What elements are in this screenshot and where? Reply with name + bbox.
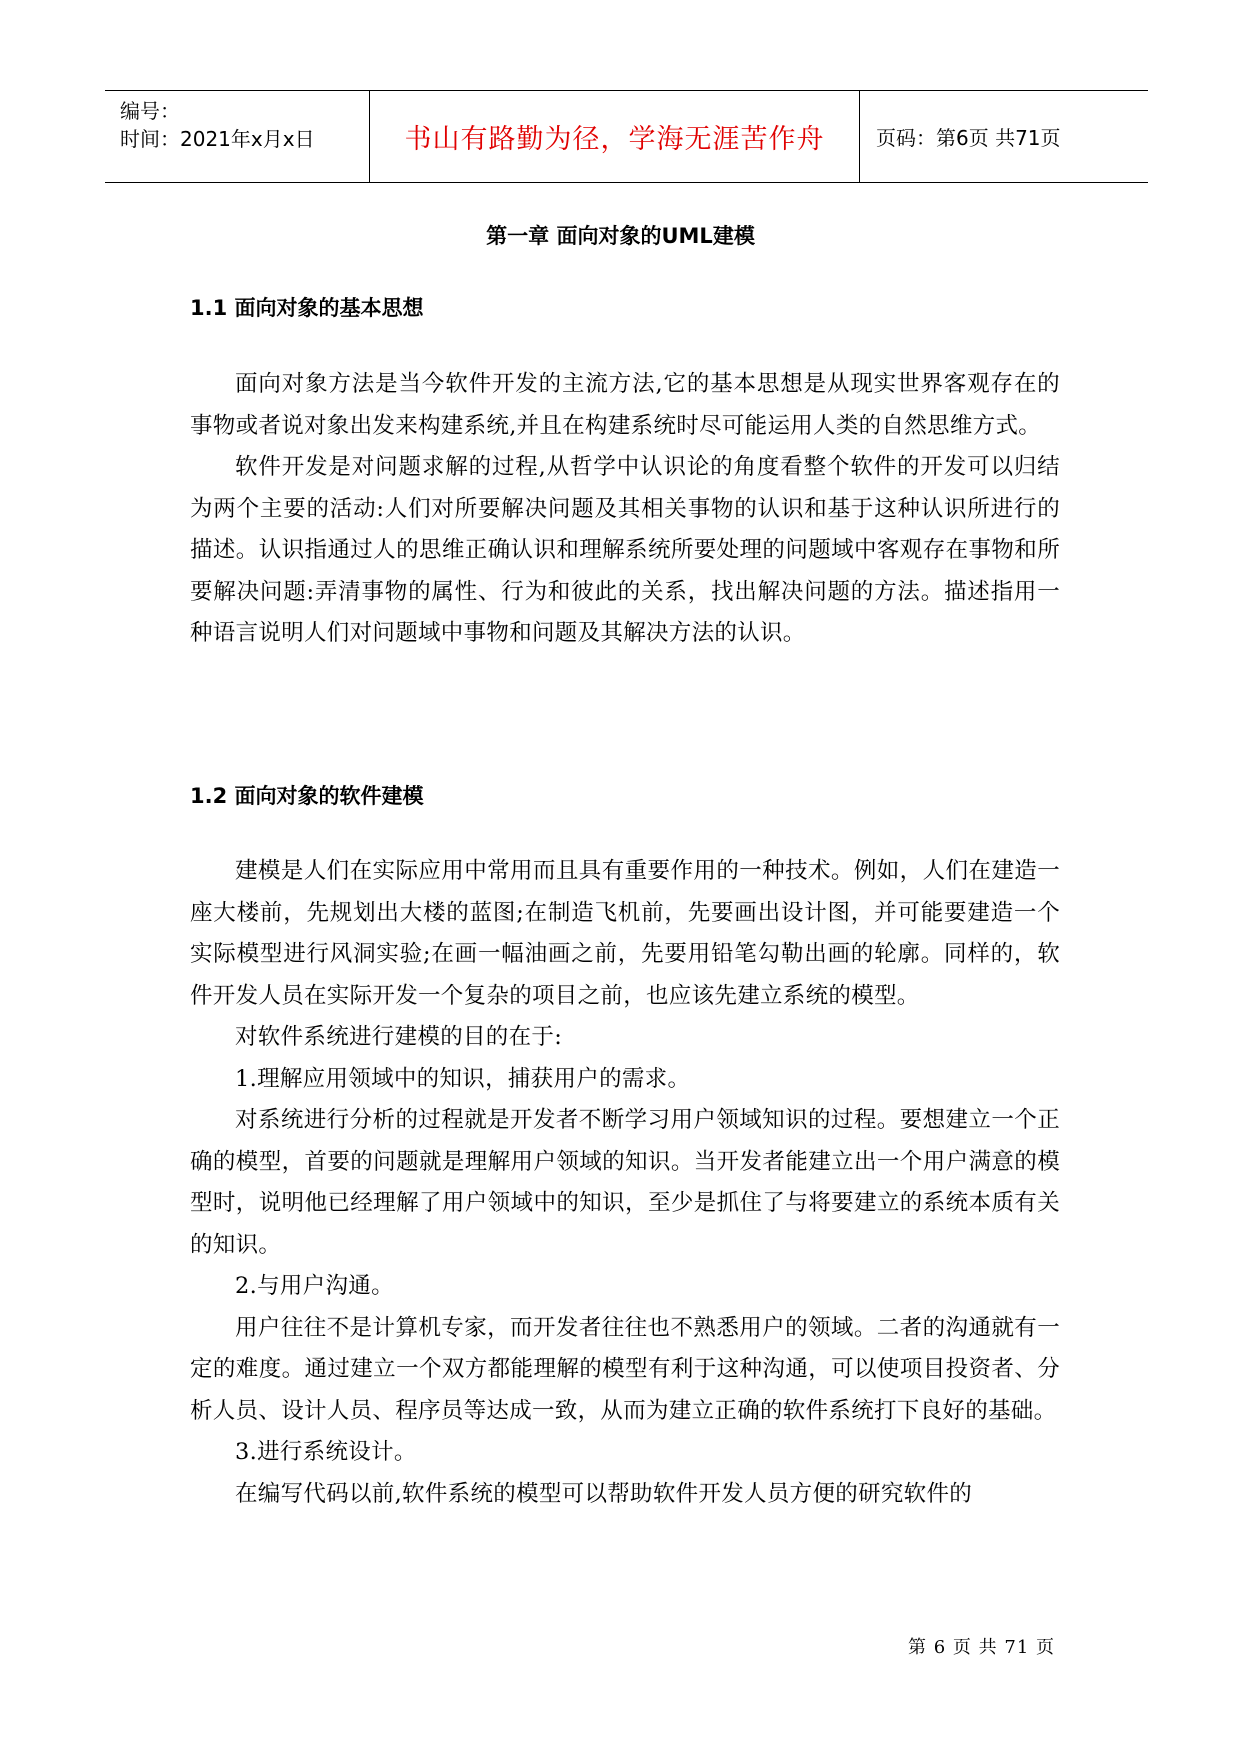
header-date: 时间：2021年x月x日 — [120, 127, 315, 151]
header-motto: 书山有路勤为径，学海无涯苦作舟 — [370, 91, 860, 182]
section-1-1-body — [190, 364, 1060, 655]
section-1-2-body — [190, 851, 1060, 1515]
section-heading-1-1: 1.1 面向对象的基本思想 — [190, 296, 424, 320]
paragraph: 软件开发是对问题求解的过程,从哲学中认识论的角度看整个软件的开发可以归结为两个主要的活动:人们对所要解决问题及其相关事物的认识和基于这种认识所进行的描述。认识指通过人的思维正确认识和理解系统所要处理的问题域中客观存在事物和所要解决问题:弄清事物的属性、行为和彼此的关系，找出解决问题的方法。描述指用一种语言说明人们对问题域中事物和问题及其解决方法的认识。 — [190, 454, 1060, 646]
paragraph: 用户往往不是计算机专家，而开发者往往也不熟悉用户的领域。二者的沟通就有一定的难度。通过建立一个双方都能理解的模型有利于这种沟通，可以使项目投资者、分析人员、设计人员、程序员等达成一致，从而为建立正确的软件系统打下良好的基础。 — [190, 1314, 1060, 1424]
section-heading-1-2: 1.2 面向对象的软件建模 — [190, 784, 424, 808]
paragraph: 面向对象方法是当今软件开发的主流方法,它的基本思想是从现实世界客观存在的事物或者说对象出发来构建系统,并且在构建系统时尽可能运用人类的自然思维方式。 — [190, 371, 1060, 439]
header-page-info: 页码：第6页 共71页 — [876, 126, 1061, 150]
chapter-title: 第一章 面向对象的UML建模 — [486, 224, 755, 248]
header-meta — [105, 91, 370, 182]
paragraph: 在编写代码以前,软件系统的模型可以帮助软件开发人员方便的研究软件的 — [235, 1480, 973, 1507]
paragraph: 建模是人们在实际应用中常用而且具有重要作用的一种技术。例如，人们在建造一座大楼前，先规划出大楼的蓝图;在制造飞机前，先要画出设计图，并可能要建造一个实际模型进行风洞实验;在画一幅油画之前，先要用铅笔勾勒出画的轮廓。同样的，软件开发人员在实际开发一个复杂的项目之前，也应该先建立系统的模型。 — [190, 858, 1060, 1009]
header-number: 编号： — [120, 99, 180, 123]
list-item: 1.理解应用领域中的知识，捕获用户的需求。 — [235, 1065, 691, 1092]
paragraph: 对系统进行分析的过程就是开发者不断学习用户领域知识的过程。要想建立一个正确的模型，首要的问题就是理解用户领域的知识。当开发者能建立出一个用户满意的模型时，说明他已经理解了用户领域中的知识，至少是抓住了与将要建立的系统本质有关的知识。 — [190, 1107, 1060, 1258]
list-item: 2.与用户沟通。 — [235, 1273, 394, 1299]
list-item: 3.进行系统设计。 — [235, 1439, 417, 1465]
paragraph: 对软件系统进行建模的目的在于: — [235, 1024, 563, 1050]
document-header — [105, 90, 1148, 183]
page-footer: 第 6 页 共 71 页 — [908, 1637, 1055, 1658]
